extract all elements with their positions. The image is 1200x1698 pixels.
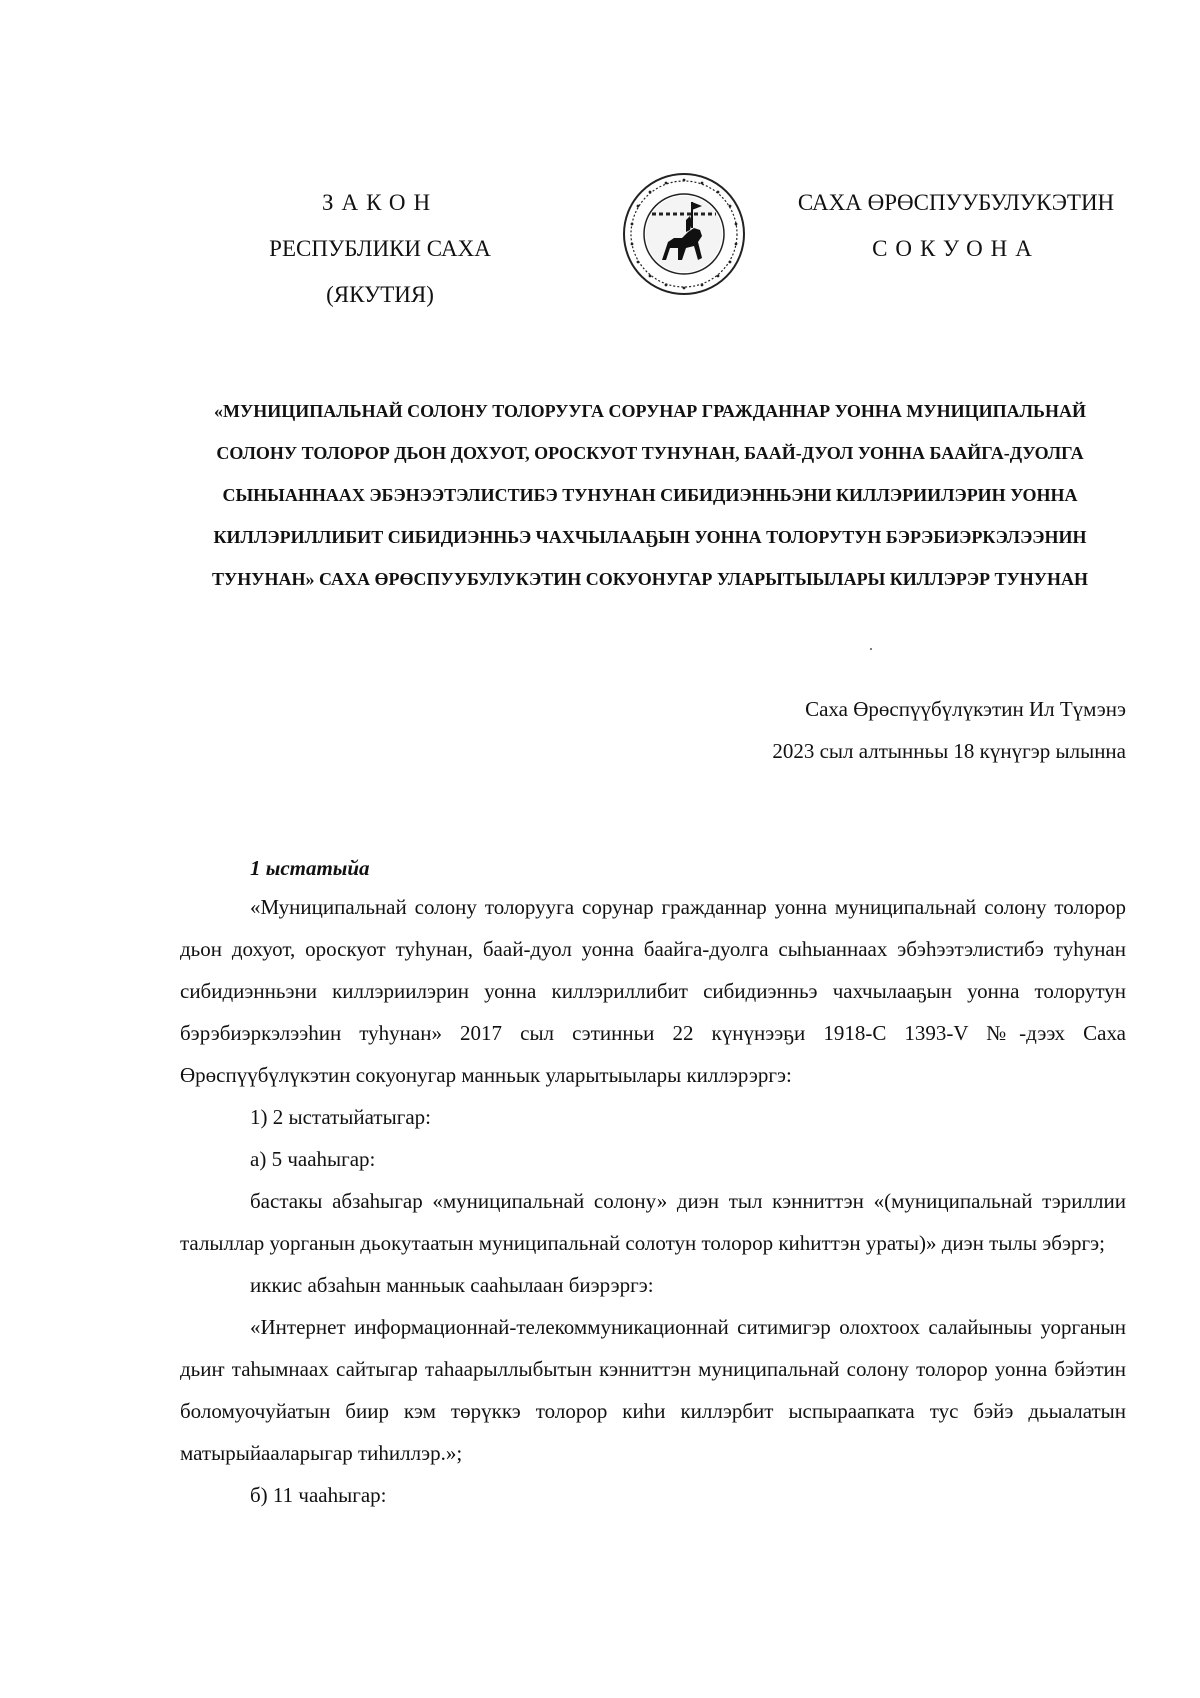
article-paragraph: «Муниципальнай солону толорууга сорунар гражданнар уонна муниципальнай солону толорор дьон дохуот, ороскуот туhунан, баай-дуол уонна баайга-дуолга сыhыаннаах эбэhээтэлистибэ туhунан сибидиэнньэни киллэриилэрин уонна киллэриллибит сибидиэнньэ чахчылааҕын уонна толорутун бэрэбиэркэлээhин туhунан» 2017 сыл сэтинньи 22 күнүнээҕи 1918-С 1393-V №-дээх Саха Өрөспүүбүлүкэтин сокуонугар манньык уларытыылары киллэрэргэ: [180, 895, 1126, 1087]
coat-of-arms-seal-icon [622, 172, 746, 296]
republic-name-ru: РЕСПУБЛИКИ САХА (ЯКУТИЯ) [269, 236, 491, 307]
law-label-ru: ЗАКОН [321, 190, 439, 215]
law-title: «МУНИЦИПАЛЬНАЙ СОЛОНУ ТОЛОРУУГА СОРУНАР ГРАЖДАННАР УОННА МУНИЦИПАЛЬНАЙ СОЛОНУ ТОЛОРОР ДЬОН ДОХУОТ, ОРОСКУОТ ТУHУНАН, БААЙ-ДУОЛ УОННА БААЙГА-ДУОЛГА СЫHЫАННААХ ЭБЭHЭЭТЭЛИСТИБЭ ТУHУНАН СИБИДИЭННЬЭНИ КИЛЛЭРИИЛЭРИН УОННА КИЛЛЭРИЛЛИБИТ СИБИДИЭННЬЭ ЧАХЧЫЛААҔЫН УОННА ТОЛОРУТУН БЭРЭБИЭРКЭЛЭЭHИН ТУHУНАН» САХА ӨРӨСПУУБУЛУКЭТИН СОКУОНУГАР УЛАРЫТЫЫЛАРЫ КИЛЛЭРЭР ТУHУНАН [212, 401, 1088, 589]
list-item: 1) 2 ыстатыйатыгар: [250, 1105, 431, 1129]
list-item: а) 5 чааhыгар: [250, 1147, 376, 1171]
law-label-sakha: СОКУОНА [872, 236, 1040, 261]
article-paragraph: бастакы абзаhыгар «муниципальнай солону» диэн тыл кэнниттэн «(муниципальнай тэриллии талыллар уорганын дьокутаатын муниципальнай солотун толорор киhиттэн ураты)» диэн тылы эбэргэ; [180, 1189, 1126, 1255]
adoption-date: 2023 сыл алтынньы 18 күнүгэр ылынна [772, 739, 1126, 763]
adopting-body: Саха Өрөспүүбүлүкэтин Ил Түмэнэ [805, 697, 1126, 721]
quoted-paragraph: «Интернет информационнай-телекоммуникационнай ситимигэр олохтоох салайыныы уорганын дьиҥ таhымнаах сайтыгар таhаарыллыбытын кэнниттэн муниципальнай солону толорор уонна бэйэтин боломуочуйатын биир кэм төрүккэ толорор киhи киллэрбит ыспыраапката тус бэйэ дьыалатын матырыйааларыгар тиhиллэр.»; [180, 1315, 1126, 1465]
scan-speck [870, 648, 872, 650]
article-paragraph: иккис абзаhын манньык сааhылаан биэрэргэ: [250, 1273, 654, 1297]
republic-name-sakha: САХА ӨРӨСПУУБУЛУКЭТИН [797, 190, 1115, 215]
header-left [215, 180, 545, 318]
article-body [180, 886, 1126, 1516]
header-right [786, 180, 1126, 272]
list-item: б) 11 чааhыгар: [250, 1483, 387, 1507]
adoption-block [772, 688, 1126, 772]
article-heading: 1 ыстатыйа [250, 856, 370, 880]
